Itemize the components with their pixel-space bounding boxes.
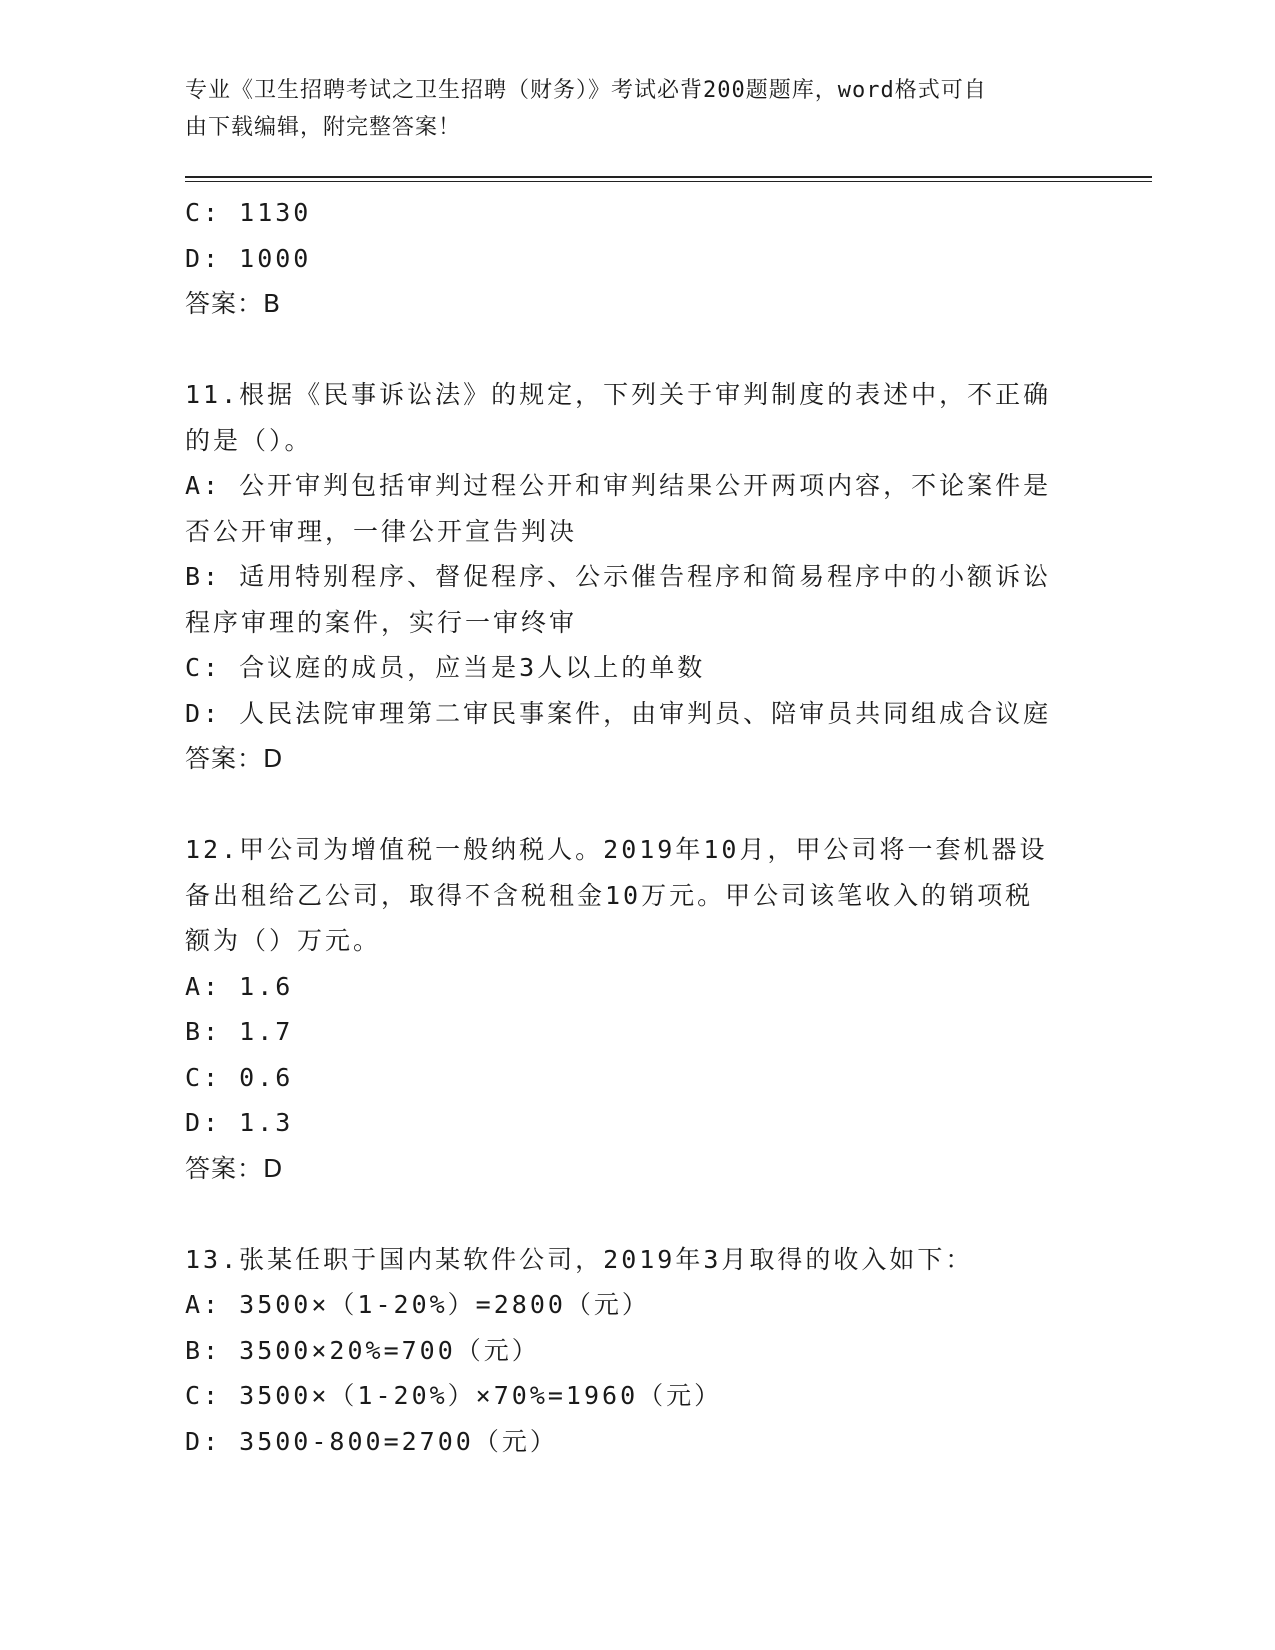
q10-answer: 答案：B [185, 289, 282, 318]
q11-option-a-line-1: A: 公开审判包括审判过程公开和审判结果公开两项内容，不论案件是 [185, 471, 1052, 500]
header-title-line-1: 专业《卫生招聘考试之卫生招聘（财务）》考试必背200题题库，word格式可自 [185, 78, 987, 103]
q12-stem-line-2: 备出租给乙公司，取得不含税租金10万元。甲公司该笔收入的销项税 [185, 880, 1034, 910]
q11-answer: 答案：D [185, 744, 284, 773]
spacer [185, 327, 1085, 373]
q10-option-c: C: 1130 [185, 198, 312, 227]
q10-option-d: D: 1000 [185, 243, 312, 273]
question-content [185, 190, 1085, 1464]
header-divider-thin [185, 181, 1152, 182]
q13-option-c: C: 3500×（1-20%）×70%=1960（元） [185, 1381, 723, 1410]
spacer [185, 782, 1085, 828]
q11-option-b-line-1: B: 适用特别程序、督促程序、公示催告程序和简易程序中的小额诉讼 [185, 562, 1052, 591]
spacer [185, 1191, 1085, 1237]
q13-option-d: D: 3500-800=2700（元） [185, 1426, 558, 1456]
q12-option-c: C: 0.6 [185, 1062, 294, 1092]
q11-option-b-line-2: 程序审理的案件，实行一审终审 [185, 607, 578, 637]
q11-option-a-line-2: 否公开审理，一律公开宣告判决 [185, 516, 578, 546]
q13-option-b: B: 3500×20%=700（元） [185, 1335, 540, 1365]
q13-option-a: A: 3500×（1-20%）=2800（元） [185, 1290, 650, 1319]
q12-answer: 答案：D [185, 1153, 284, 1183]
q11-stem-line-2: 的是（）。 [185, 425, 313, 455]
q12-option-d: D: 1.3 [185, 1108, 294, 1137]
header-title-line-2: 由下载编辑，附完整答案！ [185, 115, 462, 140]
q11-option-d: D: 人民法院审理第二审民事案件，由审判员、陪审员共同组成合议庭 [185, 698, 1052, 728]
q12-option-a: A: 1.6 [185, 971, 294, 1001]
q12-option-b: B: 1.7 [185, 1017, 294, 1046]
q12-stem-line-1: 12.甲公司为增值税一般纳税人。2019年10月，甲公司将一套机器设 [185, 835, 1048, 864]
q13-stem-line-1: 13.张某任职于国内某软件公司，2019年3月取得的收入如下： [185, 1244, 974, 1274]
q11-option-c: C: 合议庭的成员，应当是3人以上的单数 [185, 653, 706, 682]
document-header [185, 72, 1065, 146]
q11-stem-line-1: 11.根据《民事诉讼法》的规定，下列关于审判制度的表述中，不正确 [185, 380, 1052, 409]
q12-stem-line-3: 额为（）万元。 [185, 926, 382, 955]
header-divider-thick [185, 176, 1152, 178]
